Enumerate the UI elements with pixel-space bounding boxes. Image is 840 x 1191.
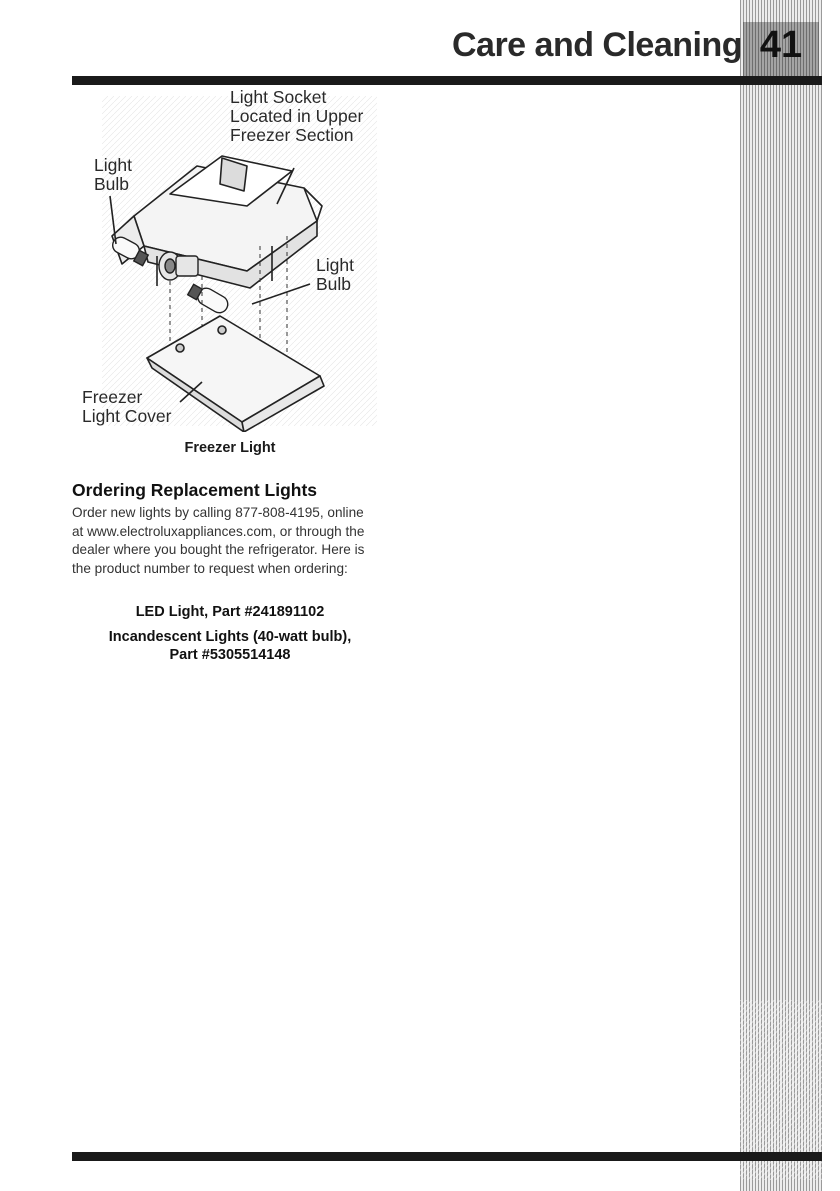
footer-rule xyxy=(72,1152,822,1161)
part-incandescent-number: Part #5305514148 xyxy=(169,647,291,663)
light-socket-shape xyxy=(159,252,198,280)
section-heading: Ordering Replacement Lights xyxy=(72,480,318,500)
part-incandescent-light: Incandescent Lights (40-watt bulb), xyxy=(108,629,352,645)
page-title: Care and Cleaning xyxy=(451,26,742,64)
label-light-socket: Light Socket Located in Upper Freezer Section xyxy=(230,87,364,145)
part-led-light: LED Light, Part #241891102 xyxy=(135,604,325,620)
section-body: Order new lights by calling 877-808-4195, online at www.electroluxappliances.com, or through the dealer where you bought the refrigerator. Here is the product number to request when ordering: xyxy=(72,505,365,576)
label-freezer-light-cover: Freezer Light Cover xyxy=(82,387,172,426)
label-light-bulb-right: Light Bulb xyxy=(316,255,354,294)
freezer-light-diagram xyxy=(72,87,382,432)
page-number: 41 xyxy=(759,24,803,66)
page-edge-tab xyxy=(740,0,822,1191)
label-light-bulb-left: Light Bulb xyxy=(94,155,132,194)
header-rule xyxy=(72,76,822,85)
figure-caption: Freezer Light xyxy=(184,440,276,456)
